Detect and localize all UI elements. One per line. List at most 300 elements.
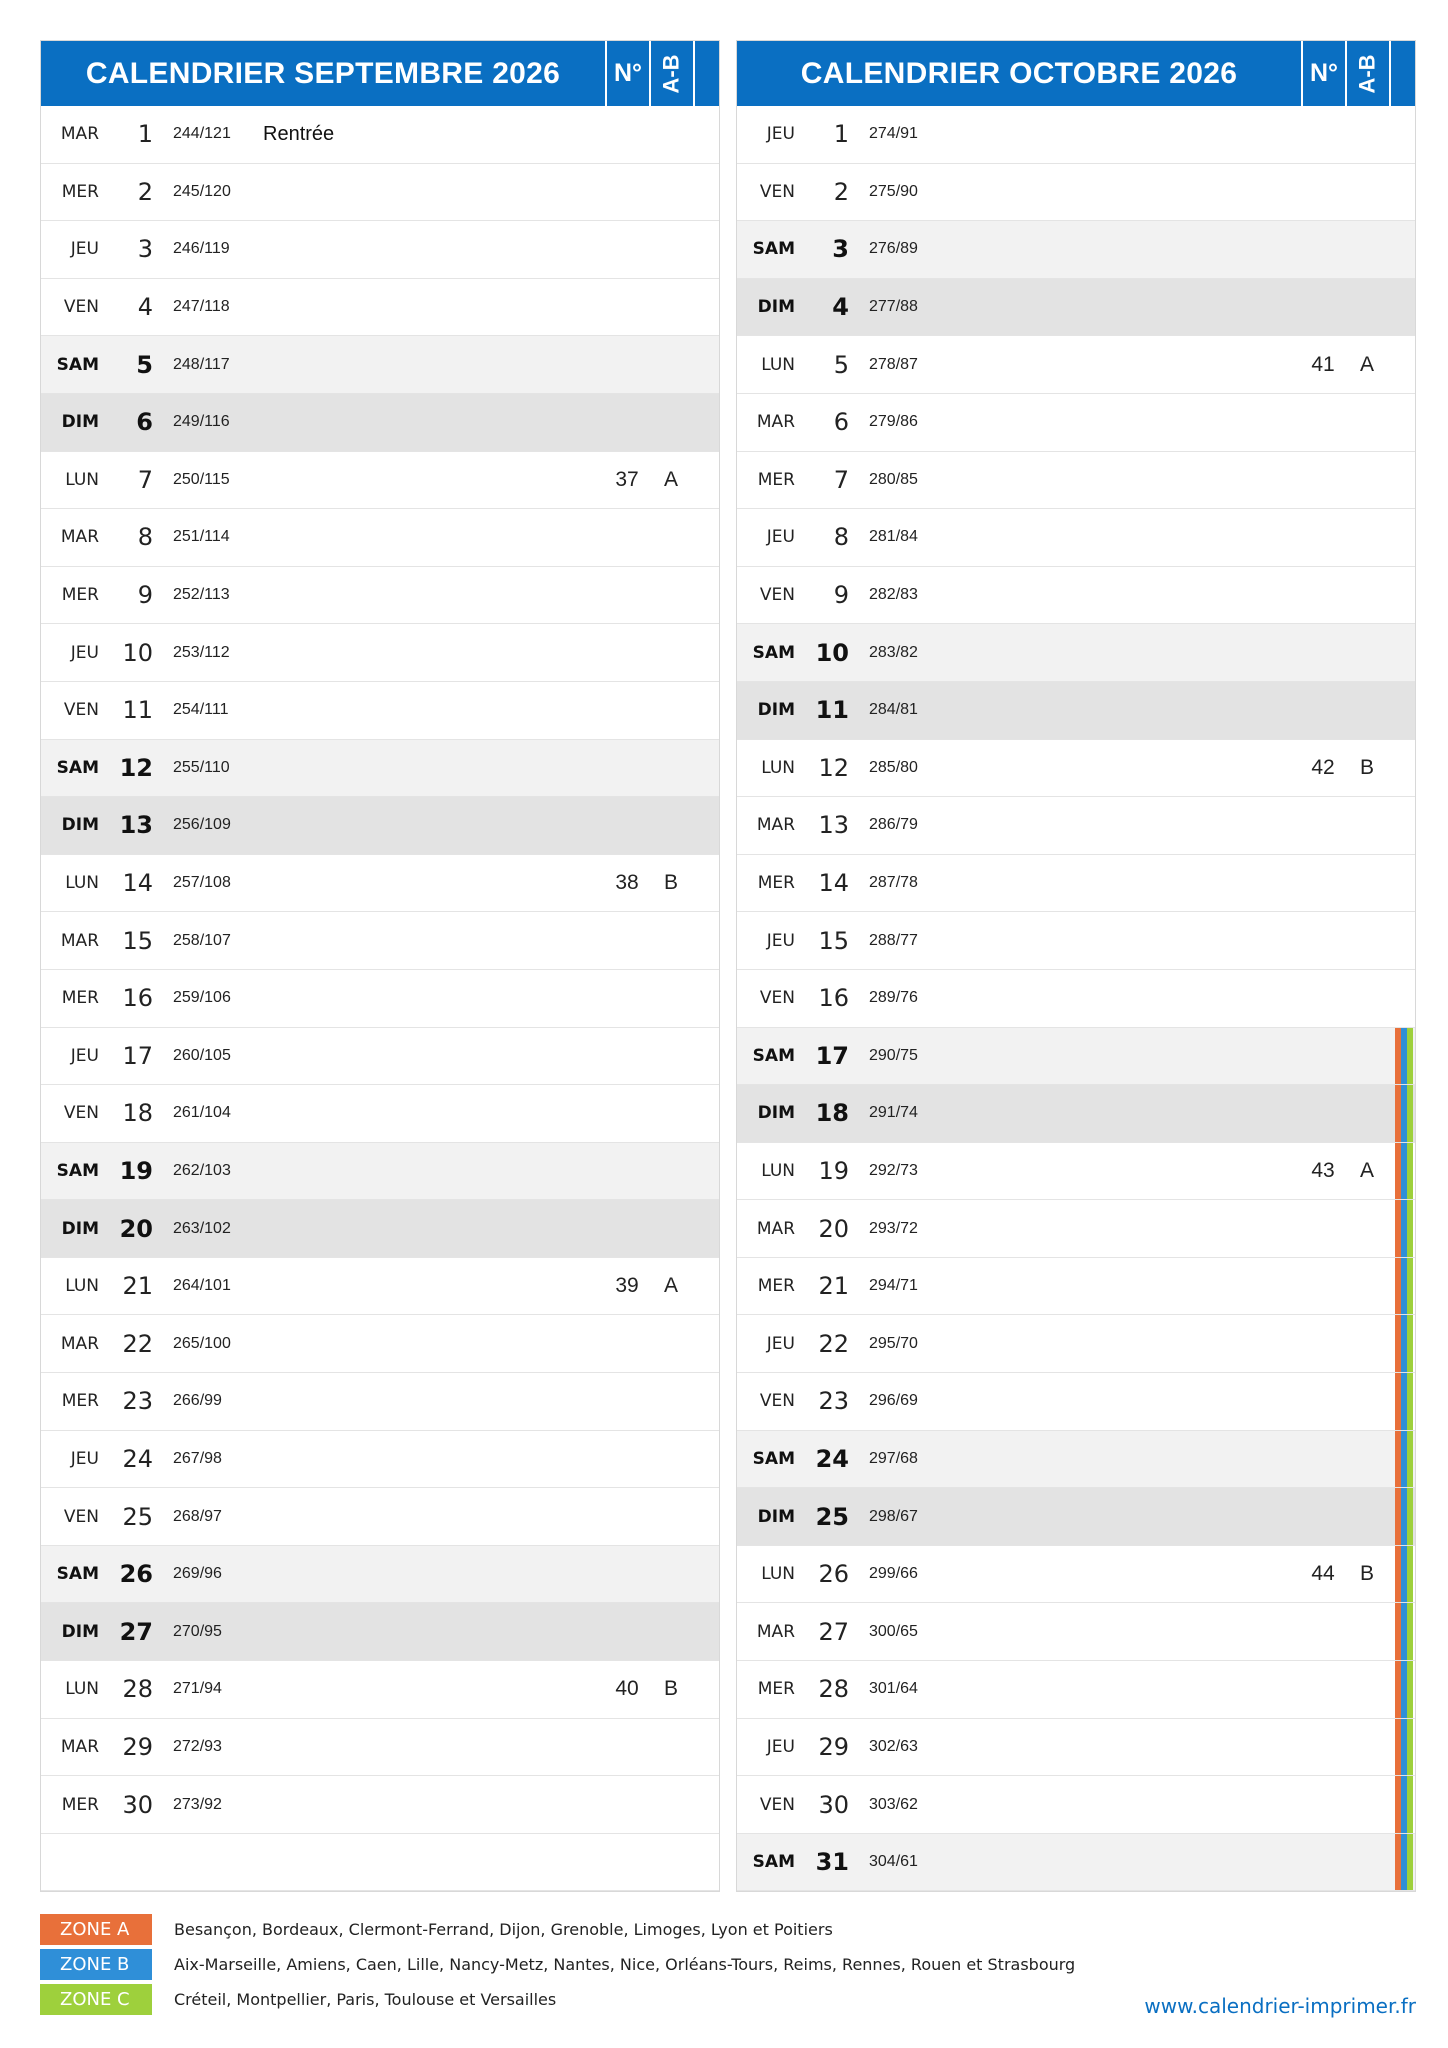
day-number: 18 — [815, 1099, 849, 1128]
day-of-week: MER — [757, 1276, 795, 1297]
day-of-year: 300/65 — [869, 1622, 918, 1640]
day-number: 10 — [122, 638, 153, 667]
zone-indicator — [1389, 855, 1415, 912]
day-number: 14 — [818, 869, 849, 898]
zone-indicator — [1389, 1200, 1415, 1257]
day-number: 29 — [818, 1732, 849, 1761]
day-number: 13 — [119, 811, 153, 840]
day-of-week: LUN — [65, 1276, 99, 1297]
day-number: 12 — [119, 753, 153, 782]
day-number: 20 — [818, 1214, 849, 1243]
day-of-week: MAR — [756, 1621, 795, 1642]
day-of-week: VEN — [759, 1391, 795, 1412]
zone-indicator — [1389, 1085, 1415, 1142]
day-number: 3 — [137, 235, 153, 264]
day-of-week: MAR — [60, 527, 99, 548]
day-of-week: VEN — [759, 988, 795, 1009]
school-holiday-bars — [1395, 1431, 1413, 1488]
day-of-week: MER — [61, 585, 99, 606]
day-of-year: 295/70 — [869, 1334, 918, 1352]
zone-indicator — [693, 1143, 719, 1200]
day-number: 6 — [833, 408, 849, 437]
day-of-week: JEU — [766, 527, 795, 548]
month-header — [41, 41, 719, 106]
day-number: 28 — [818, 1675, 849, 1704]
day-row — [737, 624, 1415, 682]
day-row — [41, 1661, 719, 1719]
day-of-week: MAR — [60, 1333, 99, 1354]
zone-c-cities: Créteil, Montpellier, Paris, Toulouse et Versailles — [174, 1990, 557, 2009]
ab-week: B — [1359, 755, 1374, 779]
zone-a-cities: Besançon, Bordeaux, Clermont-Ferrand, Dijon, Grenoble, Limoges, Lyon et Poitiers — [174, 1920, 833, 1939]
ab-week: A — [663, 467, 678, 491]
zone-indicator — [693, 1719, 719, 1776]
zone-indicator — [1389, 1776, 1415, 1833]
day-of-week: SAM — [56, 1160, 99, 1181]
ab-week: B — [663, 871, 678, 895]
zone-indicator — [1389, 912, 1415, 969]
zone-indicator — [1389, 509, 1415, 566]
week-number: 40 — [615, 1677, 639, 1701]
day-of-week: DIM — [757, 1506, 795, 1527]
day-row — [737, 221, 1415, 279]
zone-indicator — [693, 106, 719, 163]
legend-zone-a — [40, 1912, 1420, 1947]
day-row — [737, 1315, 1415, 1373]
day-number: 5 — [833, 350, 849, 379]
school-holiday-bars — [1395, 1028, 1413, 1085]
day-of-year: 279/86 — [869, 413, 918, 431]
day-of-year: 262/103 — [173, 1161, 231, 1179]
day-row — [737, 336, 1415, 394]
school-holiday-bars — [1395, 1315, 1413, 1372]
day-of-week: MAR — [756, 1218, 795, 1239]
day-number: 23 — [122, 1387, 153, 1416]
day-of-year: 277/88 — [869, 298, 918, 316]
zone-indicator — [1389, 164, 1415, 221]
day-of-week: DIM — [61, 1621, 99, 1642]
day-row — [737, 1258, 1415, 1316]
day-row — [41, 682, 719, 740]
day-of-year: 287/78 — [869, 874, 918, 892]
day-of-year: 276/89 — [869, 240, 918, 258]
zone-indicator — [693, 567, 719, 624]
day-number: 28 — [122, 1675, 153, 1704]
day-row — [737, 279, 1415, 337]
zone-indicator — [1389, 279, 1415, 336]
zone-b-badge: ZONE B — [40, 1949, 152, 1980]
day-row — [737, 970, 1415, 1028]
zone-indicator — [1389, 797, 1415, 854]
day-number: 1 — [137, 120, 153, 149]
day-number: 24 — [815, 1444, 849, 1473]
day-of-week: MER — [61, 988, 99, 1009]
zone-c-bar — [1407, 1719, 1413, 1776]
day-of-year: 257/108 — [173, 874, 231, 892]
zone-indicator — [1389, 1603, 1415, 1660]
week-number-header: N° — [605, 41, 649, 106]
day-row — [41, 106, 719, 164]
day-number: 17 — [122, 1041, 153, 1070]
zone-indicator — [1389, 1546, 1415, 1603]
school-holiday-bars — [1395, 1488, 1413, 1545]
day-number: 27 — [119, 1617, 153, 1646]
day-of-year: 284/81 — [869, 701, 918, 719]
zone-indicator — [1389, 1661, 1415, 1718]
day-number: 20 — [119, 1214, 153, 1243]
zone-indicator — [1389, 740, 1415, 797]
day-row — [41, 970, 719, 1028]
empty-row — [41, 1834, 719, 1892]
day-number: 7 — [137, 465, 153, 494]
month-title: CALENDRIER SEPTEMBRE 2026 — [85, 56, 561, 90]
zone-indicator — [1389, 1315, 1415, 1372]
day-row — [41, 452, 719, 510]
day-of-year: 266/99 — [173, 1392, 222, 1410]
week-number: 44 — [1311, 1562, 1335, 1586]
day-number: 22 — [818, 1329, 849, 1358]
day-row — [737, 682, 1415, 740]
zone-indicator — [693, 336, 719, 393]
day-row — [737, 164, 1415, 222]
day-of-year: 248/117 — [173, 355, 230, 373]
day-number: 15 — [122, 926, 153, 955]
day-of-year: 256/109 — [173, 816, 231, 834]
day-number: 26 — [818, 1560, 849, 1589]
day-of-week: SAM — [752, 1045, 795, 1066]
day-of-week: LUN — [761, 1564, 795, 1585]
zone-b-cities: Aix-Marseille, Amiens, Caen, Lille, Nancy-Metz, Nantes, Nice, Orléans-Tours, Reims, Rennes, Rouen et Strasbourg — [174, 1955, 1076, 1974]
zone-c-bar — [1407, 1488, 1413, 1545]
day-rows — [41, 106, 719, 1891]
day-of-year: 293/72 — [869, 1219, 918, 1237]
day-of-week: VEN — [63, 1506, 99, 1527]
day-number: 3 — [832, 235, 849, 264]
day-number: 12 — [818, 753, 849, 782]
zone-indicator — [1389, 970, 1415, 1027]
day-number: 26 — [119, 1560, 153, 1589]
month-header — [737, 41, 1415, 106]
day-row — [41, 1603, 719, 1661]
week-number-header: N° — [1301, 41, 1345, 106]
day-of-week: JEU — [766, 930, 795, 951]
zone-indicator — [693, 452, 719, 509]
day-row — [41, 394, 719, 452]
day-of-year: 250/115 — [173, 470, 230, 488]
week-number: 41 — [1311, 352, 1335, 376]
day-of-year: 245/120 — [173, 182, 231, 200]
day-of-year: 272/93 — [173, 1737, 222, 1755]
zone-indicator — [1389, 1488, 1415, 1545]
day-row — [41, 797, 719, 855]
day-number: 14 — [122, 869, 153, 898]
day-row — [737, 509, 1415, 567]
day-row — [737, 1143, 1415, 1201]
school-holiday-bars — [1395, 1085, 1413, 1142]
zone-indicator — [1389, 394, 1415, 451]
zone-indicator — [693, 221, 719, 278]
day-of-week: MER — [757, 1679, 795, 1700]
day-of-year: 267/98 — [173, 1449, 222, 1467]
day-of-year: 247/118 — [173, 298, 230, 316]
ab-week-header: A-B — [649, 41, 693, 106]
day-of-year: 254/111 — [173, 701, 229, 719]
day-number: 30 — [122, 1790, 153, 1819]
day-of-week: SAM — [56, 354, 99, 375]
zone-c-bar — [1407, 1546, 1413, 1603]
day-number: 2 — [833, 177, 849, 206]
zone-c-badge: ZONE C — [40, 1984, 152, 2015]
day-of-week: SAM — [56, 1564, 99, 1585]
day-of-year: 269/96 — [173, 1565, 222, 1583]
day-number: 18 — [122, 1099, 153, 1128]
school-holiday-bars — [1395, 1603, 1413, 1660]
day-number: 1 — [833, 120, 849, 149]
zone-indicator — [693, 912, 719, 969]
day-of-year: 280/85 — [869, 470, 918, 488]
day-number: 31 — [815, 1848, 849, 1877]
day-of-week: DIM — [757, 700, 795, 721]
ab-week: B — [663, 1677, 678, 1701]
day-number: 6 — [136, 408, 153, 437]
day-of-week: VEN — [63, 297, 99, 318]
day-number: 25 — [122, 1502, 153, 1531]
day-of-week: DIM — [757, 1103, 795, 1124]
zone-indicator — [693, 1776, 719, 1833]
day-row — [41, 336, 719, 394]
school-holiday-bars — [1395, 1200, 1413, 1257]
zone-indicator — [693, 1028, 719, 1085]
day-of-year: 255/110 — [173, 758, 230, 776]
day-number: 5 — [136, 350, 153, 379]
day-of-year: 264/101 — [173, 1277, 231, 1295]
day-of-year: 251/114 — [173, 528, 230, 546]
day-number: 27 — [818, 1617, 849, 1646]
day-row — [737, 797, 1415, 855]
zone-c-bar — [1407, 1776, 1413, 1833]
week-number: 37 — [615, 467, 639, 491]
school-holiday-bars — [1395, 1373, 1413, 1430]
day-of-year: 299/66 — [869, 1565, 918, 1583]
day-row — [41, 912, 719, 970]
day-of-week: MAR — [60, 1736, 99, 1757]
day-of-week: DIM — [61, 412, 99, 433]
zone-indicator — [1389, 106, 1415, 163]
day-of-week: VEN — [63, 700, 99, 721]
day-of-year: 301/64 — [869, 1680, 918, 1698]
day-row — [41, 279, 719, 337]
day-of-week: SAM — [56, 757, 99, 778]
day-row — [737, 1776, 1415, 1834]
day-of-week: DIM — [61, 815, 99, 836]
day-of-year: 263/102 — [173, 1219, 231, 1237]
day-number: 8 — [137, 523, 153, 552]
zone-c-bar — [1407, 1028, 1413, 1085]
month-title: CALENDRIER OCTOBRE 2026 — [800, 56, 1238, 90]
day-event: Rentrée — [263, 122, 335, 145]
day-row — [41, 855, 719, 913]
day-of-year: 294/71 — [869, 1277, 918, 1295]
day-of-week: LUN — [65, 1679, 99, 1700]
day-number: 4 — [832, 293, 849, 322]
day-of-year: 268/97 — [173, 1507, 222, 1525]
day-number: 19 — [818, 1156, 849, 1185]
school-holiday-bars — [1395, 1143, 1413, 1200]
day-number: 17 — [815, 1041, 849, 1070]
day-of-year: 275/90 — [869, 182, 918, 200]
day-of-year: 298/67 — [869, 1507, 918, 1525]
zone-c-bar — [1407, 1200, 1413, 1257]
day-of-week: MAR — [60, 124, 99, 145]
day-of-year: 285/80 — [869, 758, 918, 776]
day-of-week: VEN — [759, 1794, 795, 1815]
day-row — [41, 1315, 719, 1373]
zone-indicator — [693, 509, 719, 566]
day-number: 7 — [833, 465, 849, 494]
zone-c-bar — [1407, 1661, 1413, 1718]
zone-indicator — [693, 1603, 719, 1660]
day-of-week: SAM — [752, 1448, 795, 1469]
day-of-year: 292/73 — [869, 1161, 918, 1179]
zone-indicator — [1389, 1834, 1415, 1891]
week-number: 38 — [615, 871, 639, 895]
day-of-year: 265/100 — [173, 1334, 231, 1352]
day-row — [41, 624, 719, 682]
day-number: 4 — [137, 293, 153, 322]
zone-indicator — [1389, 221, 1415, 278]
day-row — [41, 1143, 719, 1201]
zone-indicator — [1389, 1373, 1415, 1430]
day-number: 9 — [833, 581, 849, 610]
day-row — [41, 1028, 719, 1086]
day-number: 21 — [818, 1272, 849, 1301]
zone-c-bar — [1407, 1085, 1413, 1142]
day-row — [737, 567, 1415, 625]
zone-indicator — [1389, 336, 1415, 393]
day-of-year: 274/91 — [869, 125, 918, 143]
day-row — [737, 912, 1415, 970]
ab-week: A — [1359, 352, 1374, 376]
day-row — [737, 1834, 1415, 1892]
day-of-week: JEU — [70, 1045, 99, 1066]
day-row — [41, 1776, 719, 1834]
day-row — [737, 1488, 1415, 1546]
day-row — [41, 1546, 719, 1604]
zone-indicator — [1389, 452, 1415, 509]
week-number: 39 — [615, 1274, 639, 1298]
day-row — [41, 1258, 719, 1316]
legend-zone-b — [40, 1947, 1420, 1982]
day-of-week: MER — [757, 873, 795, 894]
day-of-week: MER — [61, 1794, 99, 1815]
day-of-year: 246/119 — [173, 240, 230, 258]
website-link[interactable]: www.calendrier-imprimer.fr — [1144, 1994, 1416, 2018]
day-of-week: LUN — [761, 757, 795, 778]
day-of-year: 289/76 — [869, 989, 918, 1007]
day-number: 10 — [815, 638, 849, 667]
day-of-week: LUN — [65, 469, 99, 490]
day-of-week: SAM — [752, 239, 795, 260]
zone-indicator — [693, 1085, 719, 1142]
zone-indicator — [693, 1661, 719, 1718]
day-row — [737, 1085, 1415, 1143]
day-of-week: VEN — [63, 1103, 99, 1124]
day-number: 11 — [815, 696, 849, 725]
day-of-week: SAM — [752, 1852, 795, 1873]
zone-c-bar — [1407, 1258, 1413, 1315]
day-rows — [737, 106, 1415, 1891]
ab-week: A — [1359, 1158, 1374, 1182]
header-spacer — [1389, 41, 1415, 106]
day-of-week: MAR — [60, 930, 99, 951]
day-row — [737, 740, 1415, 798]
day-row — [41, 1431, 719, 1489]
day-of-year: 288/77 — [869, 931, 918, 949]
day-row — [41, 1085, 719, 1143]
school-holiday-bars — [1395, 1661, 1413, 1718]
day-of-year: 282/83 — [869, 586, 918, 604]
day-row — [41, 1200, 719, 1258]
school-holiday-bars — [1395, 1834, 1413, 1891]
day-of-year: 297/68 — [869, 1449, 918, 1467]
day-of-week: MAR — [756, 815, 795, 836]
day-number: 30 — [818, 1790, 849, 1819]
day-of-week: SAM — [752, 642, 795, 663]
day-row — [737, 1028, 1415, 1086]
zone-indicator — [1389, 567, 1415, 624]
day-of-week: MER — [61, 181, 99, 202]
day-of-year: 304/61 — [869, 1853, 918, 1871]
school-holiday-bars — [1395, 1546, 1413, 1603]
day-number: 15 — [818, 926, 849, 955]
zone-indicator — [693, 682, 719, 739]
zone-indicator — [1389, 682, 1415, 739]
day-of-year: 281/84 — [869, 528, 918, 546]
day-of-year: 273/92 — [173, 1795, 222, 1813]
day-number: 25 — [815, 1502, 849, 1531]
zone-indicator — [693, 1258, 719, 1315]
day-of-week: JEU — [766, 1333, 795, 1354]
day-row — [737, 1373, 1415, 1431]
day-row — [737, 1661, 1415, 1719]
day-of-week: MER — [757, 469, 795, 490]
day-of-week: JEU — [70, 1448, 99, 1469]
day-of-year: 291/74 — [869, 1104, 918, 1122]
day-of-week: LUN — [761, 354, 795, 375]
day-row — [41, 567, 719, 625]
day-row — [41, 1719, 719, 1777]
day-row — [737, 106, 1415, 164]
day-of-week: JEU — [766, 1736, 795, 1757]
zone-indicator — [693, 797, 719, 854]
day-of-year: 259/106 — [173, 989, 231, 1007]
zone-indicator — [693, 394, 719, 451]
day-of-week: JEU — [766, 124, 795, 145]
zone-c-bar — [1407, 1143, 1413, 1200]
day-of-week: DIM — [61, 1218, 99, 1239]
day-number: 24 — [122, 1444, 153, 1473]
day-of-week: JEU — [70, 239, 99, 260]
day-row — [737, 1546, 1415, 1604]
month-september — [40, 40, 720, 1892]
zone-indicator — [1389, 1143, 1415, 1200]
day-of-week: DIM — [757, 297, 795, 318]
day-row — [737, 1719, 1415, 1777]
school-holiday-bars — [1395, 1719, 1413, 1776]
day-of-year: 296/69 — [869, 1392, 918, 1410]
zone-indicator — [693, 970, 719, 1027]
zone-indicator — [693, 740, 719, 797]
